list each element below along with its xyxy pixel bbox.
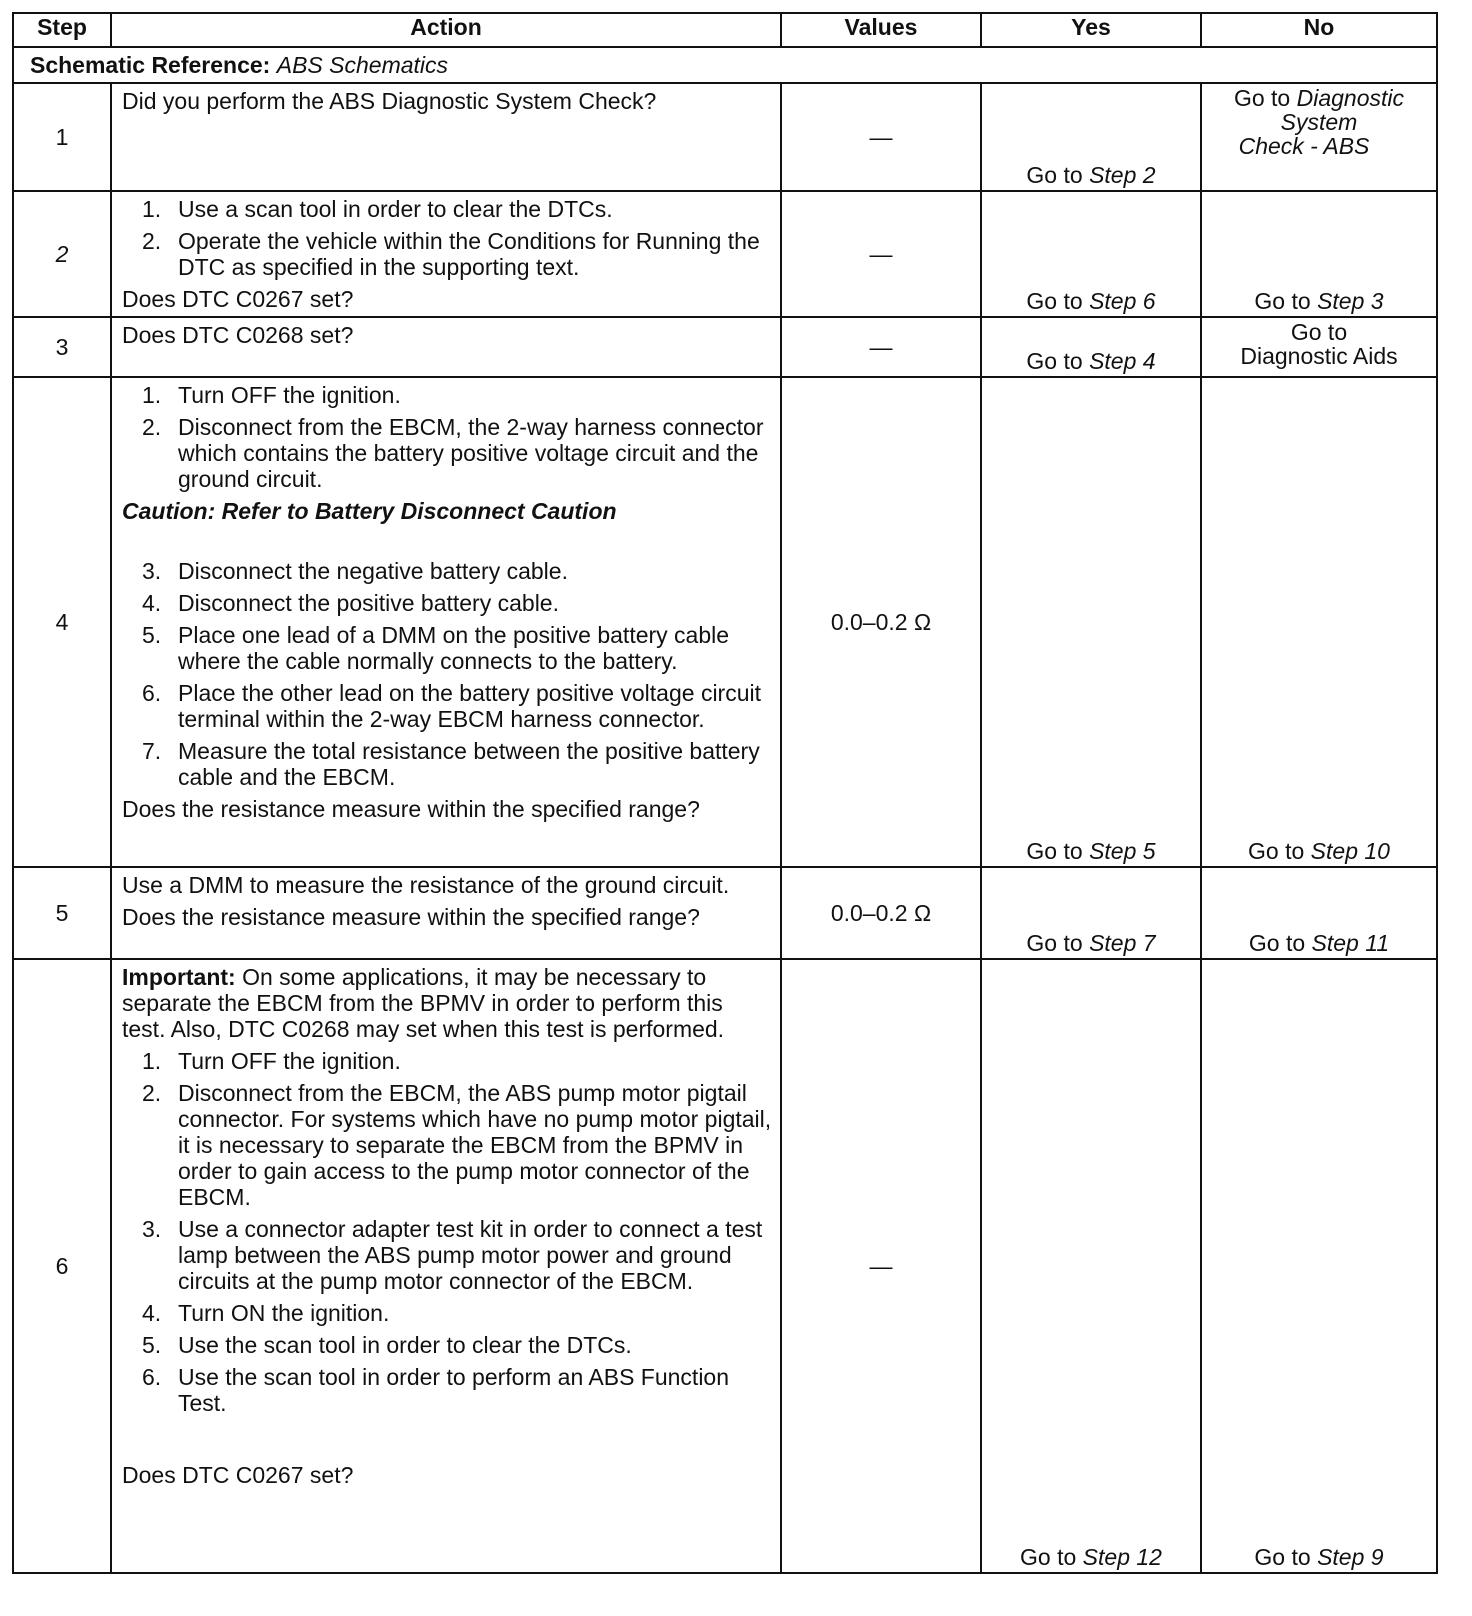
- action-list: [122, 1048, 772, 1416]
- header-values: Values: [781, 13, 981, 47]
- yes-cell: [981, 191, 1201, 317]
- yes-cell: [981, 83, 1201, 191]
- list-item: 6. Use the scan tool in order to perform an ABS Function Test.: [142, 1364, 730, 1416]
- no-cell: [1201, 191, 1437, 317]
- value-cell: 0.0–0.2 Ω: [781, 377, 981, 867]
- table-row: [13, 317, 1437, 377]
- action-text: Did you perform the ABS Diagnostic System Check?: [122, 88, 657, 114]
- header-action: Action: [111, 13, 781, 47]
- action-question: Does DTC C0267 set?: [122, 1462, 354, 1488]
- list-item: 1. Turn OFF the ignition.: [142, 382, 401, 408]
- action-cell: [111, 191, 781, 317]
- step-number: 5: [13, 867, 111, 959]
- header-yes: Yes: [981, 13, 1201, 47]
- no-cell: [1201, 83, 1437, 191]
- action-list: [122, 196, 772, 280]
- action-list: [122, 382, 772, 492]
- list-item: 4. Turn ON the ignition.: [142, 1300, 390, 1326]
- list-item: 2. Operate the vehicle within the Conditions for Running the DTC as specified in the supporting text.: [142, 228, 760, 280]
- list-item: 3. Use a connector adapter test kit in order to connect a test lamp between the ABS pump motor power and ground circuits at the pump motor connector of the EBCM.: [142, 1216, 763, 1294]
- caution-note: Caution: Refer to Battery Disconnect Caution: [122, 498, 617, 524]
- step-number: 2: [13, 191, 111, 317]
- table-row: [13, 191, 1437, 317]
- no-link[interactable]: Go to Step 11: [1248, 930, 1390, 956]
- action-list: [122, 558, 772, 790]
- schematic-link[interactable]: ABS Schematics: [276, 52, 449, 78]
- action-cell: [111, 959, 781, 1573]
- value-cell: —: [781, 191, 981, 317]
- list-item: 5. Place one lead of a DMM on the positive battery cable where the cable normally connects to the battery.: [142, 622, 730, 674]
- step-number: 3: [13, 317, 111, 377]
- schematic-reference: [13, 47, 1437, 83]
- yes-cell: [981, 867, 1201, 959]
- yes-cell: [981, 959, 1201, 1573]
- value-cell: —: [781, 83, 981, 191]
- action-cell: [111, 867, 781, 959]
- no-cell: [1201, 867, 1437, 959]
- diagnostic-table: [12, 12, 1438, 1574]
- list-item: 3. Disconnect the negative battery cable.: [142, 558, 568, 584]
- action-question: Does the resistance measure within the specified range?: [122, 796, 700, 822]
- value-cell: —: [781, 317, 981, 377]
- no-cell: [1201, 317, 1437, 377]
- list-item: 5. Use the scan tool in order to clear the DTCs.: [142, 1332, 632, 1358]
- header-step: Step: [13, 13, 111, 47]
- schematic-label: Schematic Reference:: [30, 52, 271, 78]
- table-row: [13, 83, 1437, 191]
- list-item: 7. Measure the total resistance between the positive battery cable and the EBCM.: [142, 738, 760, 790]
- no-link[interactable]: Go to Step 10: [1248, 838, 1390, 864]
- header-no: No: [1201, 13, 1437, 47]
- table-row: [13, 377, 1437, 867]
- action-question: Does the resistance measure within the specified range?: [122, 904, 700, 930]
- header-row: [13, 13, 1437, 47]
- no-link[interactable]: Go to Diagnostic System Check - ABS: [1233, 85, 1405, 159]
- no-link[interactable]: Go to Diagnostic Aids: [1240, 319, 1398, 369]
- list-item: 4. Disconnect the positive battery cable.: [142, 590, 559, 616]
- action-text: Does DTC C0268 set?: [122, 322, 354, 348]
- table-row: [13, 867, 1437, 959]
- no-link[interactable]: Go to Step 3: [1254, 288, 1384, 314]
- step-number: 6: [13, 959, 111, 1573]
- no-cell: [1201, 959, 1437, 1573]
- yes-link[interactable]: Go to Step 5: [1026, 838, 1156, 864]
- action-cell: [111, 377, 781, 867]
- step-number: 4: [13, 377, 111, 867]
- list-item: 2. Disconnect from the EBCM, the 2-way harness connector which contains the battery positive voltage circuit and the ground circuit.: [142, 414, 764, 492]
- action-cell: [111, 83, 781, 191]
- list-item: 2. Disconnect from the EBCM, the ABS pump motor pigtail connector. For systems which have no pump motor pigtail, it is necessary to separate the EBCM from the BPMV in order to gain access to the pump motor connector of the EBCM.: [142, 1080, 772, 1210]
- action-cell: [111, 317, 781, 377]
- schematic-row: [13, 47, 1437, 83]
- list-item: 1. Turn OFF the ignition.: [142, 1048, 401, 1074]
- yes-link[interactable]: Go to Step 2: [1026, 162, 1156, 188]
- yes-cell: [981, 317, 1201, 377]
- step-number: 1: [13, 83, 111, 191]
- value-cell: —: [781, 959, 981, 1573]
- list-item: 1. Use a scan tool in order to clear the DTCs.: [142, 196, 613, 222]
- yes-cell: [981, 377, 1201, 867]
- yes-link[interactable]: Go to Step 4: [1026, 348, 1156, 374]
- table-row: [13, 959, 1437, 1573]
- no-cell: [1201, 377, 1437, 867]
- yes-link[interactable]: Go to Step 6: [1026, 288, 1156, 314]
- yes-link[interactable]: Go to Step 7: [1026, 930, 1156, 956]
- action-question: Does DTC C0267 set?: [122, 286, 354, 312]
- yes-link[interactable]: Go to Step 12: [1020, 1544, 1162, 1570]
- list-item: 6. Place the other lead on the battery positive voltage circuit terminal within the 2-way EBCM harness connector.: [142, 680, 762, 732]
- action-text: Use a DMM to measure the resistance of the ground circuit.: [122, 872, 730, 898]
- important-note: Important: On some applications, it may be necessary to separate the EBCM from the BPMV in order to perform this test. Also, DTC C0268 may set when this test is performed.: [122, 964, 725, 1042]
- no-link[interactable]: Go to Step 9: [1254, 1544, 1384, 1570]
- value-cell: 0.0–0.2 Ω: [781, 867, 981, 959]
